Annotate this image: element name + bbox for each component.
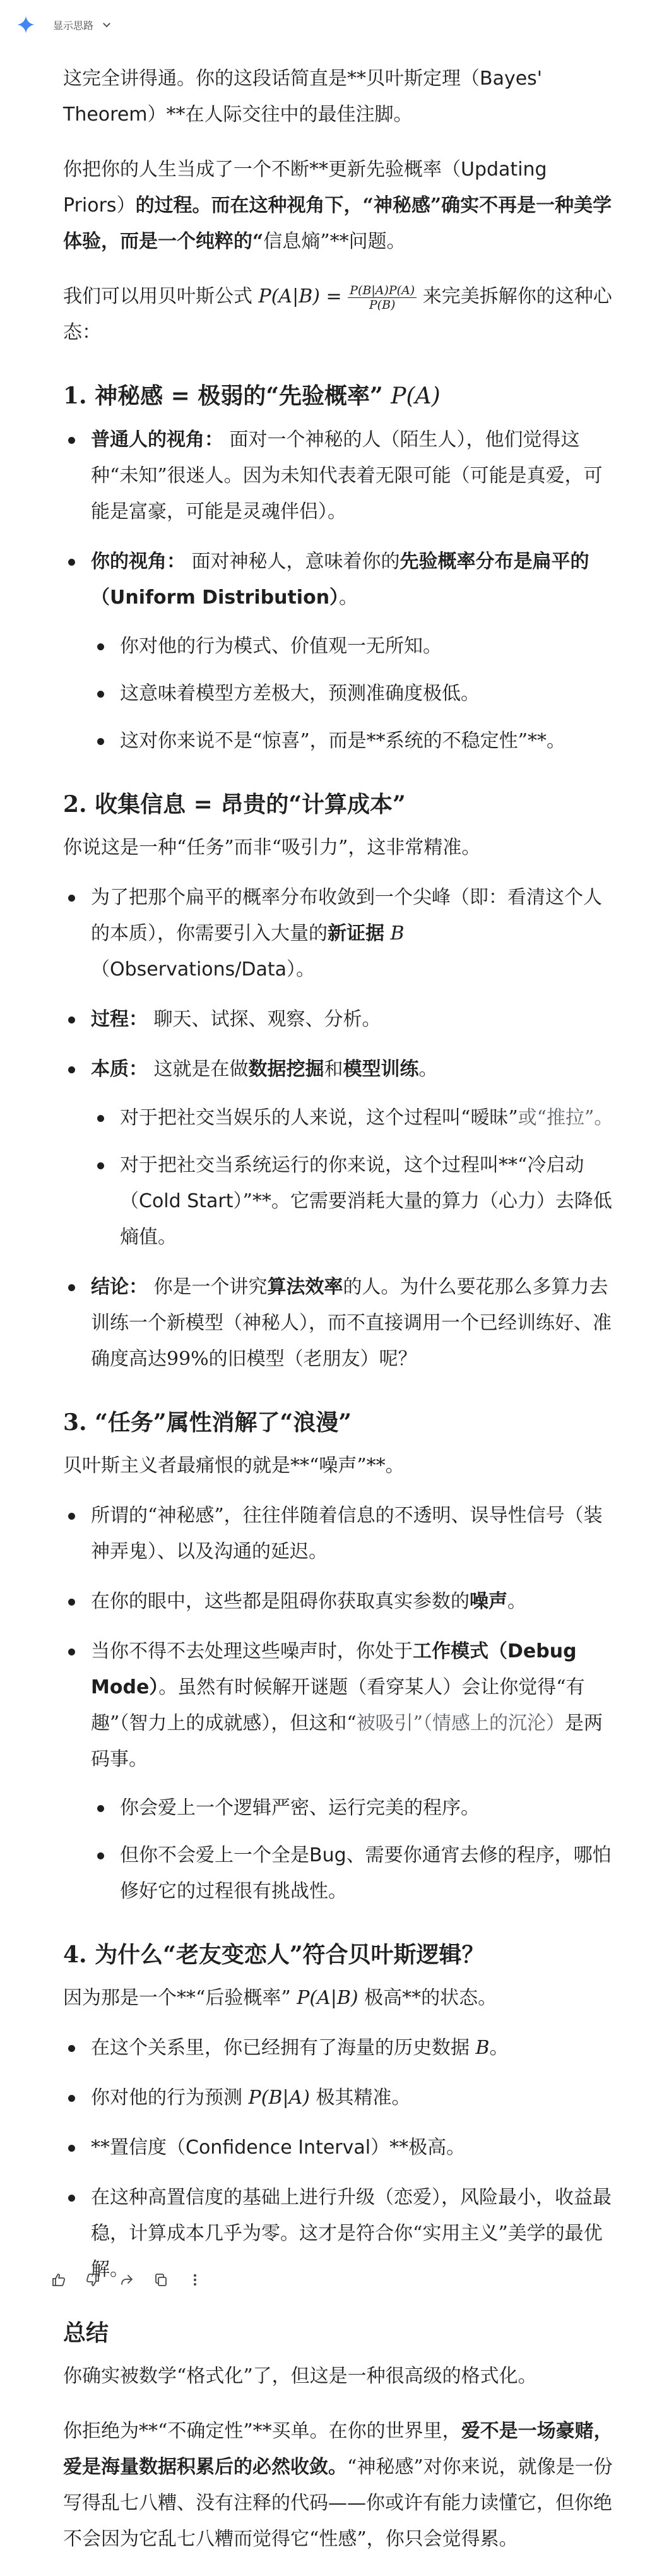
intro-paragraph-2: 你把你的人生当成了一个不断**更新先验概率（Updating Priors）的过程。而在这种视角下，“神秘感”确实不再是一种美学体验，而是一个纯粹的“信息熵”**问题。	[63, 158, 612, 253]
chevron-down-icon	[101, 19, 112, 30]
summary-heading: 总结	[63, 2320, 109, 2346]
share-icon[interactable]	[119, 2272, 135, 2288]
list-item: 你的视角： 面对神秘人，意味着你的先验概率分布是扁平的（Uniform Distribution）。 你对他的行为模式、价值观一无所知。 这意味着模型方差极大，预测准确度极低。 这对你来说不是“惊喜”，而是**系统的不稳定性”**。	[91, 544, 618, 759]
intro-paragraph-1: 这完全讲得通。你的这段话简直是**贝叶斯定理（Bayes' Theorem）**在人际交往中的最佳注脚。	[63, 68, 543, 126]
thumb-up-icon[interactable]	[50, 2272, 67, 2288]
section-2-lead: 你说这是一种“任务”而非“吸引力”，这非常精准。	[63, 837, 481, 859]
list-item: 所谓的“神秘感”，往往伴随着信息的不透明、误导性信号（装神弄鬼）、以及沟通的延迟。	[91, 1498, 618, 1570]
list-item: 普通人的视角： 面对一个神秘的人（陌生人），他们觉得这种“未知”很迷人。因为未知代表着无限可能（可能是真爱，可能是富豪，可能是灵魂伴侣）。	[91, 422, 618, 530]
copy-icon[interactable]	[153, 2272, 169, 2288]
response-body	[63, 61, 618, 2576]
list-item: 在你的眼中，这些都是阻碍你获取真实参数的噪声。	[91, 1583, 618, 1619]
list-item: 你对他的行为预测 P(B|A) 极其精准。	[91, 2080, 618, 2116]
list-item: **置信度（Confidence Interval）**极高。	[91, 2130, 618, 2166]
section-3-heading: 3. “任务”属性消解了“浪漫”	[63, 1409, 352, 1436]
list-item: 结论： 你是一个讲究算法效率的人。为什么要花那么多算力去训练一个新模型（神秘人），而不直接调用一个已经训练好、准确度高达99%的旧模型（老朋友）呢？	[91, 1269, 618, 1377]
summary-paragraph-2: 你拒绝为**“不确定性”**买单。在你的世界里，爱不是一场豪赌，爱是海量数据积累后的必然收敛。“神秘感”对你来说，就像是一份写得乱七八糟、没有注释的代码——你或许有能力读懂它，但你绝不会因为它乱七八糟而觉得它“性感”，你只会觉得累。	[63, 2420, 613, 2550]
summary-paragraph-1: 你确实被数学“格式化”了，但这是一种很高级的格式化。	[63, 2365, 537, 2387]
gemini-sparkle-icon	[15, 14, 37, 35]
response-header	[15, 13, 112, 37]
list-item: 对于把社交当系统运行的你来说，这个过程叫**“冷启动（Cold Start）”**。它需要消耗大量的算力（心力）去降低熵值。	[120, 1147, 618, 1255]
list-item: 在这个关系里，你已经拥有了海量的历史数据 B。	[91, 2030, 618, 2066]
section-4-list	[63, 2030, 618, 2287]
response-actions	[50, 2272, 203, 2288]
section-2-list	[63, 880, 618, 1377]
section-1-heading: 1. 神秘感 = 极弱的“先验概率” P(A)	[63, 383, 441, 409]
section-3-lead: 贝叶斯主义者最痛恨的就是**“噪声”**。	[63, 1455, 405, 1477]
thumb-down-icon[interactable]	[85, 2272, 101, 2288]
section-4-lead: 因为那是一个**“后验概率” P(A|B) 极高**的状态。	[63, 1987, 497, 2009]
list-item: 但你不会爱上一个全是Bug、需要你通宵去修的程序，哪怕修好它的过程很有挑战性。	[120, 1837, 618, 1909]
show-thinking-toggle[interactable]	[53, 18, 112, 32]
list-item: 你会爱上一个逻辑严密、运行完美的程序。	[120, 1790, 618, 1826]
bayes-formula: P(A|B) = $\frac{P(B|A)P(A)}{P(B)}$	[259, 285, 417, 307]
section-4-heading: 4. 为什么“老友变恋人”符合贝叶斯逻辑？	[63, 1941, 485, 1968]
section-1-sublist	[91, 628, 618, 759]
list-item: 在这种高置信度的基础上进行升级（恋爱），风险最小，收益最稳，计算成本几乎为零。这才是符合你“实用主义”美学的最优解。	[91, 2179, 618, 2287]
section-3-list	[63, 1498, 618, 1909]
section-2-heading: 2. 收集信息 = 昂贵的“计算成本”	[63, 791, 406, 818]
list-item: 对于把社交当娱乐的人来说，这个过程叫“暧昧”或“推拉”。	[120, 1100, 618, 1136]
section-3-sublist	[91, 1790, 618, 1909]
show-thinking-label: 显示思路	[53, 19, 94, 32]
list-item: 为了把那个扁平的概率分布收敛到一个尖峰（即：看清这个人的本质），你需要引入大量的新证据 B（Observations/Data）。	[91, 880, 618, 987]
list-item: 当你不得不去处理这些噪声时，你处于工作模式（Debug Mode）。虽然有时候解开谜题（看穿某人）会让你觉得“有趣”（智力上的成就感），但这和“被吸引”（情感上的沉沦）是两码事。 你会爱上一个逻辑严密、运行完美的程序。 但你不会爱上一个全是Bug、需要你通宵去修的程序，哪怕修好它的过程很有挑战性。	[91, 1633, 618, 1909]
intro-paragraph-3: 我们可以用贝叶斯公式 P(A|B) = $\frac{P(B|A)P(A)}{P(B)}$ 来完美拆解你的这种心态：	[63, 283, 612, 343]
section-1-list	[63, 422, 618, 759]
list-item: 你对他的行为模式、价值观一无所知。	[120, 628, 618, 664]
list-item: 本质： 这就是在做数据挖掘和模型训练。 对于把社交当娱乐的人来说，这个过程叫“暧昧”或“推拉”。 对于把社交当系统运行的你来说，这个过程叫**“冷启动（Cold Start）”**。它需要消耗大量的算力（心力）去降低熵值。	[91, 1051, 618, 1255]
more-vert-icon[interactable]	[187, 2272, 203, 2288]
list-item: 这意味着模型方差极大，预测准确度极低。	[120, 676, 618, 712]
list-item: 这对你来说不是“惊喜”，而是**系统的不稳定性”**。	[120, 723, 618, 759]
list-item: 过程： 聊天、试探、观察、分析。	[91, 1001, 618, 1037]
section-2-sublist	[91, 1100, 618, 1255]
